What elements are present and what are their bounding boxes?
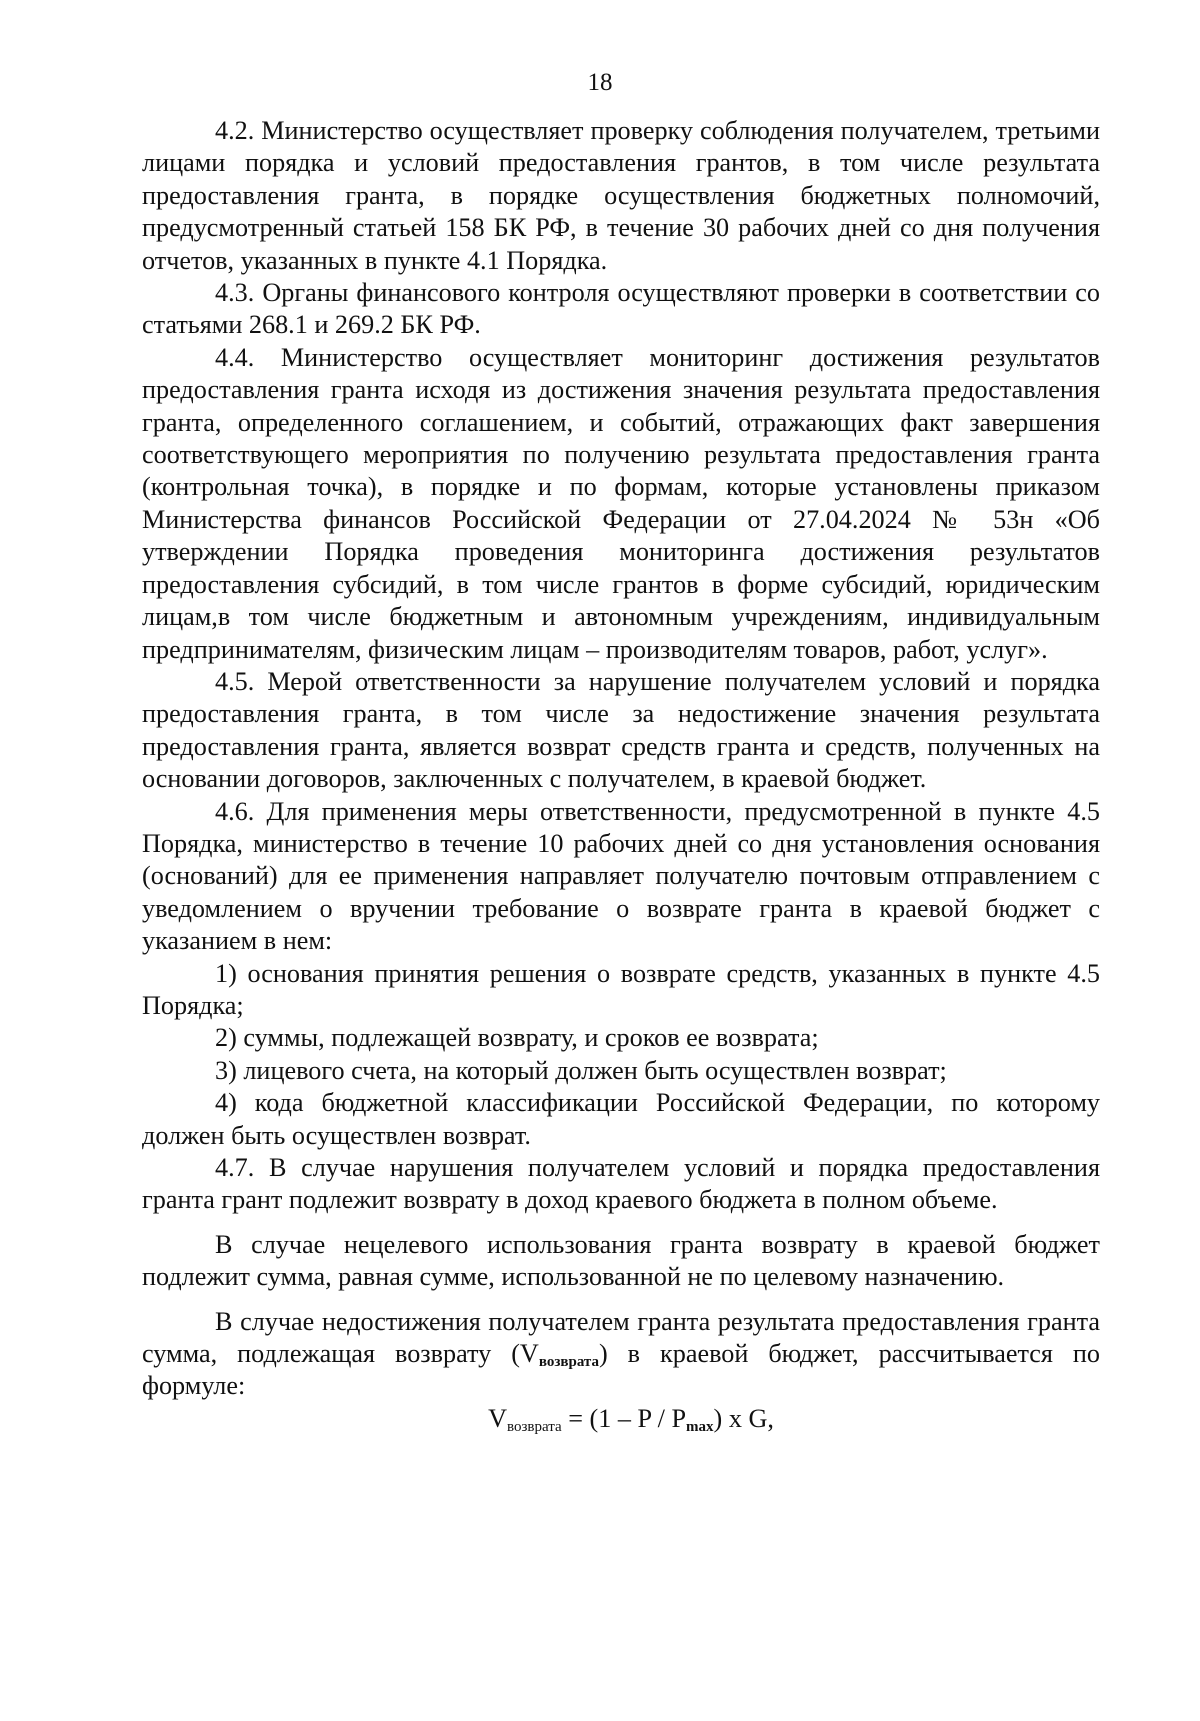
shortfall-text-start: В случае недостижения получателем гранта результата предоставления гранта сумма, подлежащая возврату (V	[142, 1306, 1100, 1369]
formula-max-subscript: max	[686, 1418, 714, 1435]
paragraph-4-7: 4.7. В случае нарушения получателем условий и порядка предоставления гранта грант подлежит возврату в доход краевого бюджета в полном объеме.	[142, 1153, 1100, 1215]
shortfall-text-end: ) в краевой бюджет, рассчитывается по формуле:	[142, 1339, 1101, 1401]
paragraph-4-3: 4.3. Органы финансового контроля осуществляют проверки в соответствии со статьями 268.1 и 269.2 БК РФ.	[142, 278, 1100, 340]
formula-lhs: V	[488, 1403, 507, 1433]
formula-lhs-subscript: возврата	[507, 1418, 562, 1435]
paragraph-misuse: В случае нецелевого использования гранта возврату в краевой бюджет подлежит сумма, равная сумме, использованной не по целевому назначению.	[142, 1229, 1100, 1292]
return-formula	[142, 1403, 1100, 1435]
formula-tail: ) x G,	[713, 1403, 774, 1433]
paragraph-shortfall	[142, 1306, 1100, 1403]
list-item-1: 1) основания принятия решения о возврате средств, указанных в пункте 4.5 Порядка;	[142, 958, 1100, 1020]
paragraph-4-5: 4.5. Мерой ответственности за нарушение получателем условий и порядка предоставления гранта, в том числе за недостижение значения результата предоставления гранта, является возврат средств гранта и средств, полученных на основании договоров, заключенных с получателем, в краевой бюджет.	[142, 666, 1100, 794]
document-body	[142, 115, 1100, 1435]
list-item-2: 2) суммы, подлежащей возврату, и сроков ее возврата;	[215, 1023, 819, 1053]
formula-middle: = (1 – P / P	[561, 1403, 687, 1433]
page-number: 18	[587, 69, 613, 96]
paragraph-4-2: 4.2. Министерство осуществляет проверку соблюдения получателем, третьими лицами порядка и условий предоставления грантов, в том числе результата предоставления гранта, в порядке осуществления бюджетных полномочий, предусмотренный статьей 158 БК РФ, в течение 30 рабочих дней со дня получения отчетов, указанных в пункте 4.1 Порядка.	[142, 116, 1100, 275]
paragraph-4-6: 4.6. Для применения меры ответственности, предусмотренной в пункте 4.5 Порядка, министерство в течение 10 рабочих дней со дня установления основания (оснований) для ее применения направляет получателю почтовым отправлением с уведомлением о вручении требование о возврате гранта в краевой бюджет с указанием в нем:	[142, 796, 1100, 956]
list-item-4: 4) кода бюджетной классификации Российской Федерации, по которому должен быть осуществлен возврат.	[142, 1088, 1100, 1150]
paragraph-4-4: 4.4. Министерство осуществляет мониторинг достижения результатов предоставления гранта исходя из достижения значения результата предоставления гранта, определенного соглашением, и событий, отражающих факт завершения соответствующего мероприятия по получению результата предоставления гранта (контрольная точка), в порядке и по формам, которые установлены приказом Министерства финансов Российской Федерации от 27.04.2024 № 53н «Об утверждении Порядка проведения мониторинга достижения результатов предоставления субсидий, в том числе грантов в форме субсидий, юридическим лицам,в том числе бюджетным и автономным учреждениям, индивидуальным предпринимателям, физическим лицам – производителям товаров, работ, услуг».	[142, 342, 1100, 664]
list-item-3: 3) лицевого счета, на который должен быть осуществлен возврат;	[215, 1055, 947, 1085]
shortfall-subscript: возврата	[538, 1354, 599, 1371]
